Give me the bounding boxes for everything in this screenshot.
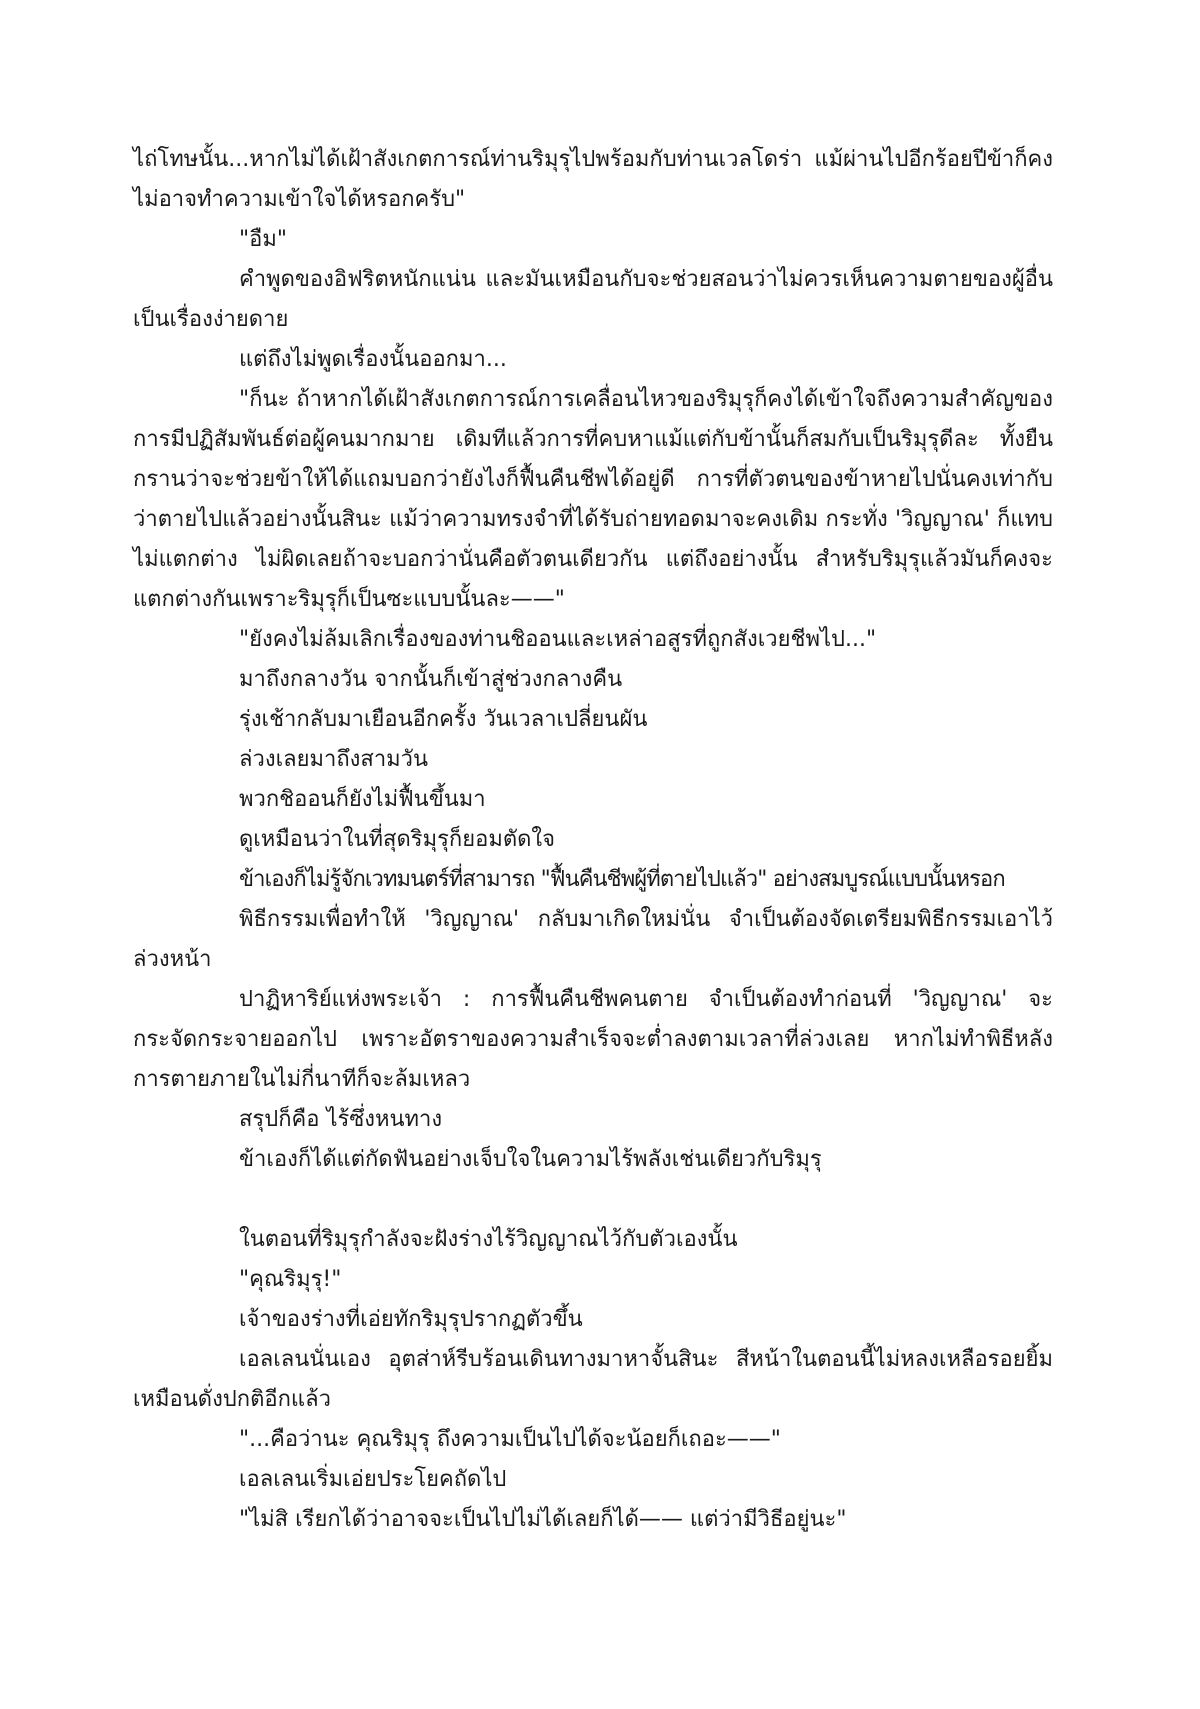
document-body xyxy=(133,140,1053,1540)
paragraph: เอลเลนเริ่มเอ่ยประโยคถัดไป xyxy=(239,1467,507,1492)
paragraph: ดูเหมือนว่าในที่สุดริมุรุก็ยอมตัดใจ xyxy=(239,827,556,852)
paragraph: พวกชิออนก็ยังไม่ฟื้นขึ้นมา xyxy=(239,787,486,812)
paragraph: มาถึงกลางวัน จากนั้นก็เข้าสู่ช่วงกลางคืน xyxy=(239,667,623,692)
paragraph: "ไม่สิ เรียกได้ว่าอาจจะเป็นไปไม่ได้เลยก็ได้—— แต่ว่ามีวิธีอยู่นะ" xyxy=(239,1507,847,1532)
paragraph: "คุณริมุรุ!" xyxy=(239,1267,342,1292)
paragraph: "อืม" xyxy=(239,227,287,252)
section-break xyxy=(133,1180,1053,1220)
paragraph: ล่วงเลยมาถึงสามวัน xyxy=(239,747,429,772)
paragraph: "...คือว่านะ คุณริมุรุ ถึงความเป็นไปได้จะน้อยก็เถอะ——" xyxy=(239,1427,781,1452)
paragraph: พิธีกรรมเพื่อทำให้ 'วิญญาณ' กลับมาเกิดใหม่นั่น จำเป็นต้องจัดเตรียมพิธีกรรมเอาไว้ล่วงหน้า xyxy=(133,907,1053,972)
paragraph: รุ่งเช้ากลับมาเยือนอีกครั้ง วันเวลาเปลี่ยนผัน xyxy=(239,707,648,732)
paragraph: เอลเลนนั่นเอง อุตส่าห์รีบร้อนเดินทางมาหาจั้นสินะ สีหน้าในตอนนี้ไม่หลงเหลือรอยยิ้มเหมือนดั่งปกติอีกแล้ว xyxy=(133,1347,1053,1412)
paragraph: "ยังคงไม่ล้มเลิกเรื่องของท่านชิออนและเหล่าอสูรที่ถูกสังเวยชีพไป..." xyxy=(239,627,877,652)
paragraph: ปาฏิหาริย์แห่งพระเจ้า : การฟื้นคืนชีพคนตาย จำเป็นต้องทำก่อนที่ 'วิญญาณ' จะกระจัดกระจายออกไป เพราะอัตราของความสำเร็จจะต่ำลงตามเวลาที่ล่วงเลย หากไม่ทำพิธีหลังการตายภายในไม่กี่นาทีก็จะล้มเหลว xyxy=(133,987,1053,1092)
paragraph: สรุปก็คือ ไร้ซึ่งหนทาง xyxy=(239,1107,443,1132)
paragraph: ไถ่โทษนั้น...หากไม่ได้เฝ้าสังเกตการณ์ท่านริมุรุไปพร้อมกับท่านเวลโดร่า แม้ผ่านไปอีกร้อยปีข้าก็คงไม่อาจทำความเข้าใจได้หรอกครับ" xyxy=(133,147,1053,212)
paragraph: ข้าเองก็ได้แต่กัดฟันอย่างเจ็บใจในความไร้พลังเช่นเดียวกับริมุรุ xyxy=(239,1147,822,1172)
paragraph: ในตอนที่ริมุรุกำลังจะฝังร่างไร้วิญญาณไว้กับตัวเองนั้น xyxy=(239,1227,738,1252)
paragraph: ข้าเองก็ไม่รู้จักเวทมนตร์ที่สามารถ "ฟื้นคืนชีพผู้ที่ตายไปแล้ว" อย่างสมบูรณ์แบบนั้นหรอก xyxy=(239,867,1005,892)
paragraph: "ก็นะ ถ้าหากได้เฝ้าสังเกตการณ์การเคลื่อนไหวของริมุรุก็คงได้เข้าใจถึงความสำคัญของการมีปฏิสัมพันธ์ต่อผู้คนมากมาย เดิมทีแล้วการที่คบหาแม้แต่กับข้านั้นก็สมกับเป็นริมุรุดีละ ทั้งยืนกรานว่าจะช่วยข้าให้ได้แถมบอกว่ายังไงก็ฟื้นคืนชีพได้อยู่ดี การที่ตัวตนของข้าหายไปนั่นคงเท่ากับว่าตายไปแล้วอย่างนั้นสินะ แม้ว่าความทรงจำที่ได้รับถ่ายทอดมาจะคงเดิม กระทั่ง 'วิญญาณ' ก็แทบไม่แตกต่าง ไม่ผิดเลยถ้าจะบอกว่านั่นคือตัวตนเดียวกัน แต่ถึงอย่างนั้น สำหรับริมุรุแล้วมันก็คงจะแตกต่างกันเพราะริมุรุก็เป็นซะแบบนั้นละ——" xyxy=(133,387,1053,612)
paragraph: คำพูดของอิฟริตหนักแน่น และมันเหมือนกับจะช่วยสอนว่าไม่ควรเห็นความตายของผู้อื่นเป็นเรื่องง่ายดาย xyxy=(133,267,1053,332)
paragraph: แต่ถึงไม่พูดเรื่องนั้นออกมา... xyxy=(239,347,507,372)
paragraph: เจ้าของร่างที่เอ่ยทักริมุรุปรากฏตัวขึ้น xyxy=(239,1307,583,1332)
